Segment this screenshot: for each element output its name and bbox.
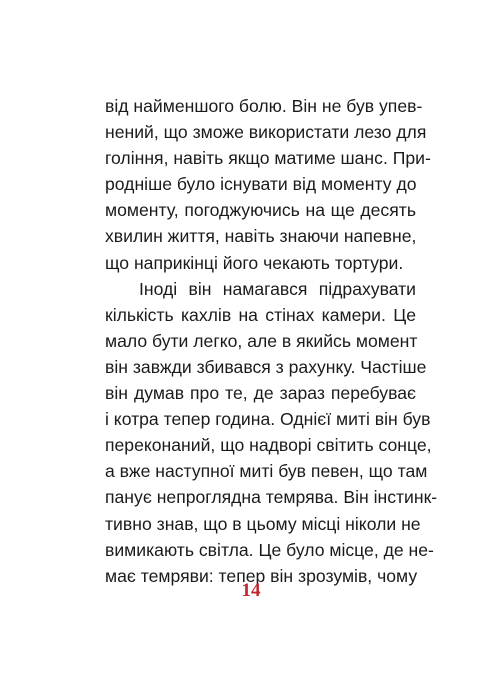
- text-line: а вже наступної миті був певен, що там: [105, 461, 428, 482]
- text-line: від найменшого болю. Він не був упев-: [105, 96, 423, 116]
- text-line: кількість кахлів на стінах камери. Це: [105, 304, 416, 325]
- page-number: 14: [241, 580, 261, 601]
- text-line: нений, що зможе використати лезо для: [105, 122, 427, 143]
- text-line: і котра тепер година. Однієї миті він був: [105, 409, 431, 430]
- text-line: вимикають світла. Це було місце, де не-: [105, 539, 434, 560]
- text-line: роднiше було існувати від моменту до: [105, 174, 417, 195]
- paragraph-1: [105, 93, 431, 276]
- paragraph-2: [105, 276, 438, 589]
- text-line: що наприкінці його чекають тортури.: [105, 252, 404, 273]
- text-line: він думав про те, де зараз перебуває: [105, 383, 416, 404]
- text-line: гоління, навіть якщо матиме шанс. При-: [105, 148, 431, 169]
- text-line: Іноді він намагався підрахувати: [139, 278, 416, 299]
- text-line: панує непроглядна темрява. Він інстинк-: [105, 487, 438, 508]
- text-line: хвилин життя, навіть знаючи напевне,: [105, 226, 417, 247]
- text-line: мало бути легко, але в якийсь момент: [105, 330, 418, 351]
- text-line: моменту, погоджуючись на ще десять: [105, 200, 416, 221]
- text-line: переконаний, що надворі світить сонце,: [105, 435, 432, 456]
- body-text: [105, 93, 438, 589]
- text-line: має темряви: тепер він зрозумів, чому: [105, 565, 418, 586]
- text-line: тивно знав, що в цьому місці ніколи не: [105, 513, 421, 534]
- text-line: він завжди збивався з рахунку. Частіше: [105, 356, 427, 377]
